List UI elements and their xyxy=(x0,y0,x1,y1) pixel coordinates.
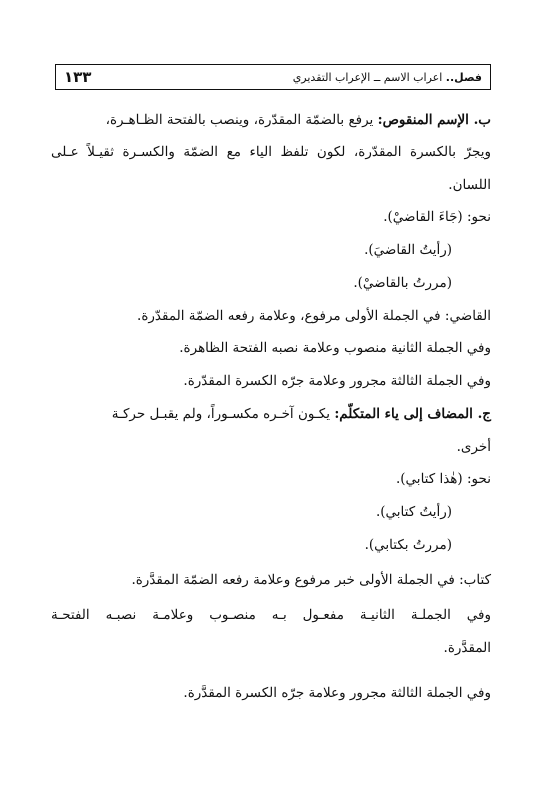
section-b-line-1 xyxy=(106,110,491,132)
analysis-c-line-1: كتاب: في الجملة الأولى خبر مرفوع وعلامة رفعه الضمّة المقدَّرة. xyxy=(131,572,491,588)
section-c-line-1 xyxy=(112,404,491,426)
analysis-b-line-2: وفي الجملة الثانية منصوب وعلامة نصبه الفتحة الظاهرة. xyxy=(179,340,491,356)
example-b-label: نحو: xyxy=(467,209,491,225)
section-c-line-1-text: يكـون آخـره مكسـوراً، ولم يقبـل حركـة xyxy=(111,406,331,422)
page-number: ١٣٣ xyxy=(64,68,92,86)
section-b-line-2: ويجرّ بالكسرة المقدّرة، لكون تلفظ الياء مع الضمّة والكسـرة ثقيـلاً عـلى xyxy=(51,144,491,160)
chapter-label: فصل.. xyxy=(445,70,482,84)
analysis-b-line-1: القاضي: في الجملة الأولى مرفوع، وعلامة رفعه الضمّة المقدّرة. xyxy=(137,308,491,324)
analysis-c-line-3: المقدَّرة. xyxy=(443,640,491,656)
example-c-3: (مررتُ بكتابي). xyxy=(364,537,452,553)
section-c-line-2: أخرى. xyxy=(456,439,491,455)
analysis-c-line-4: وفي الجملة الثالثة مجرور وعلامة جرّه الكسرة المقدَّرة. xyxy=(183,685,491,701)
example-c-label: نحو: xyxy=(467,471,491,487)
analysis-c-line-2: وفي الجملـة الثانيـة مفعـول بـه منصـوب وعلامـة نصبـه الفتحـة xyxy=(51,607,491,623)
example-b-3: (مررتُ بالقاضيْ). xyxy=(353,275,452,291)
example-b-1-text: (جَاءَ القاضيْ). xyxy=(383,209,463,225)
example-c-2: (رأيتُ كتابي). xyxy=(375,504,452,520)
example-c-1 xyxy=(396,469,491,491)
section-b-line-3: اللسان. xyxy=(448,177,491,193)
section-b-heading: ب. الإسم المنقوص: xyxy=(377,112,491,128)
example-b-1 xyxy=(383,207,491,229)
running-title xyxy=(293,71,482,84)
page-header xyxy=(55,64,491,90)
section-b-line-1-text: يرفع بالضمّة المقدّرة، وينصب بالفتحة الظـاهـرة، xyxy=(105,112,374,128)
analysis-b-line-3: وفي الجملة الثالثة مجرور وعلامة جرّه الكسرة المقدّرة. xyxy=(183,373,491,389)
section-c-heading: ج. المضاف إلى ياء المتكلّم: xyxy=(334,406,491,422)
chapter-title: اعراب الاسم ــ الإعراب التقديري xyxy=(292,70,443,84)
example-c-1-text: (هٰذا كتابي). xyxy=(396,471,463,487)
example-b-2: (رأيتُ القاضيَ). xyxy=(364,242,452,258)
